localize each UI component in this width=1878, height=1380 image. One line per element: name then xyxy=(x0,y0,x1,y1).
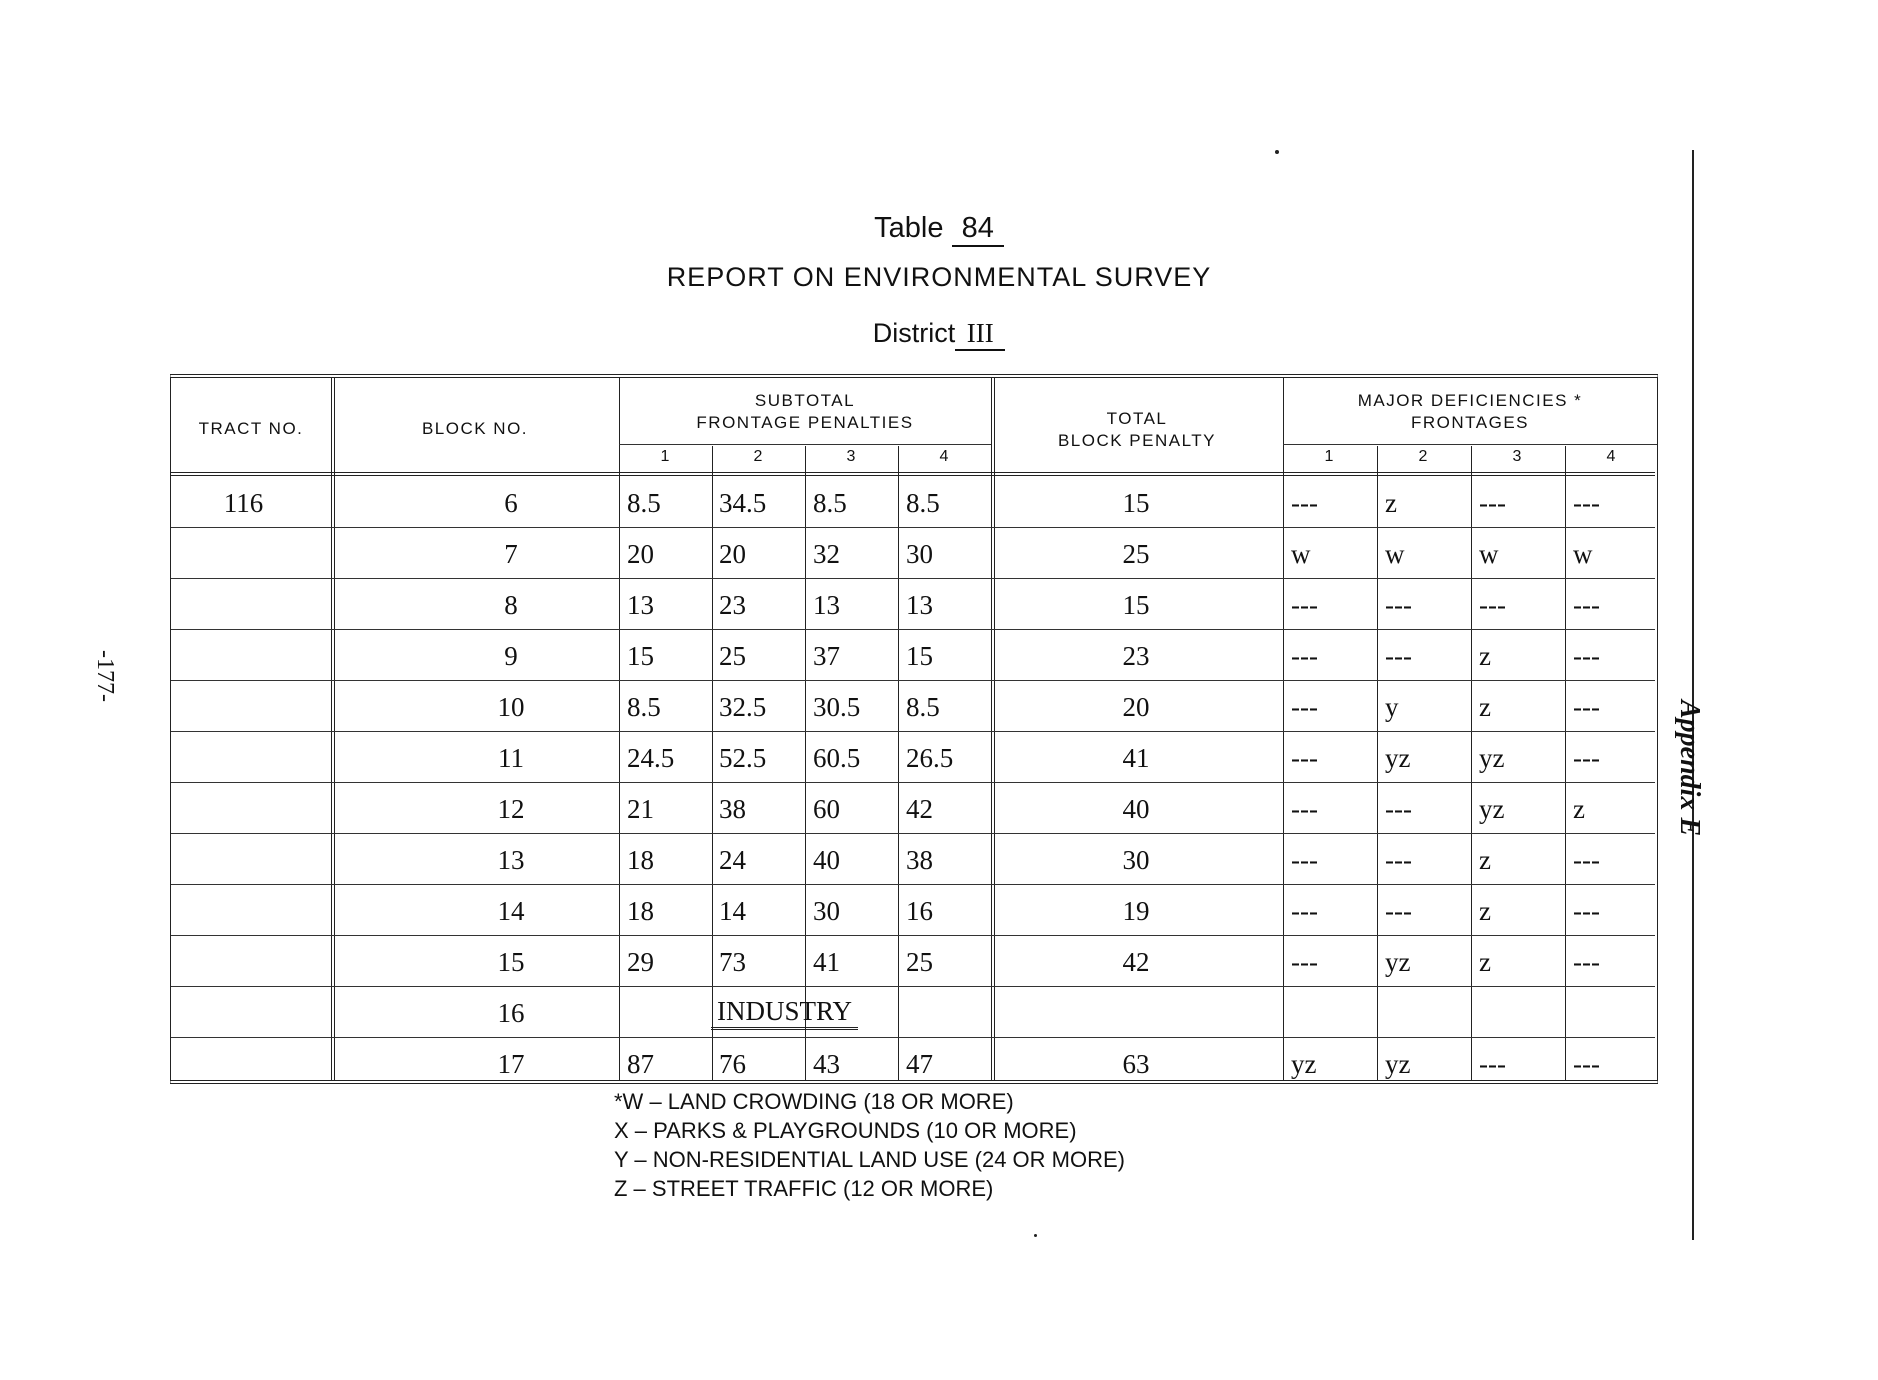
row-rule xyxy=(171,935,1655,936)
deficiency-cell: --- xyxy=(1573,1049,1600,1079)
block-cell: 10 xyxy=(497,692,525,722)
sub-col-number: 4 xyxy=(939,448,949,465)
deficiency-cell: --- xyxy=(1385,641,1412,671)
deficiency-cell: --- xyxy=(1385,794,1412,824)
row-rule xyxy=(171,1037,1655,1038)
deficiency-cell: --- xyxy=(1291,692,1318,722)
total-penalty-cell: 23 xyxy=(1122,641,1150,671)
frontage-penalty-cell: 8.5 xyxy=(906,488,940,518)
col-major-header xyxy=(1283,390,1657,434)
frontage-penalty-cell: 15 xyxy=(906,641,933,671)
appendix-label: Appendix E xyxy=(1674,700,1705,837)
frontage-penalty-cell: 15 xyxy=(627,641,654,671)
subtotal-line2: FRONTAGE PENALTIES xyxy=(696,413,914,432)
deficiency-cell: --- xyxy=(1291,845,1318,875)
deficiency-cell: --- xyxy=(1573,845,1600,875)
frontage-penalty-cell: 76 xyxy=(719,1049,746,1079)
frontage-penalty-cell: 8.5 xyxy=(627,692,661,722)
frontage-penalty-cell: 14 xyxy=(719,896,746,926)
deficiency-cell: w xyxy=(1291,539,1311,569)
deficiency-cell: w xyxy=(1385,539,1405,569)
total-penalty-cell: 19 xyxy=(1122,896,1150,926)
total-penalty-cell: 15 xyxy=(1122,488,1150,518)
frontage-penalty-cell: 37 xyxy=(813,641,840,671)
table-label: Table xyxy=(874,212,944,244)
frontage-penalty-cell: 32.5 xyxy=(719,692,767,722)
block-cell: 13 xyxy=(497,845,525,875)
industry-note: INDUSTRY xyxy=(711,996,858,1030)
frontage-penalty-cell: 87 xyxy=(627,1049,654,1079)
frontage-penalty-cell: 16 xyxy=(906,896,933,926)
frontage-penalty-cell: 30 xyxy=(906,539,933,569)
frontage-penalty-cell: 32 xyxy=(813,539,840,569)
row-rule xyxy=(171,833,1655,834)
frontage-penalty-cell: 29 xyxy=(627,947,654,977)
deficiency-cell: --- xyxy=(1573,896,1600,926)
survey-table xyxy=(170,374,1658,1084)
frontage-penalty-cell: 8.5 xyxy=(906,692,940,722)
deficiency-cell: --- xyxy=(1479,488,1506,518)
ink-speck xyxy=(1034,1234,1037,1237)
col-divider xyxy=(1565,446,1566,1080)
frontage-penalty-cell: 52.5 xyxy=(719,743,767,773)
col-subtotal-header xyxy=(619,390,991,434)
frontage-penalty-cell: 73 xyxy=(719,947,746,977)
row-rule xyxy=(171,782,1655,783)
deficiency-cell: y xyxy=(1385,692,1399,722)
frontage-penalty-cell: 24.5 xyxy=(627,743,675,773)
frontage-penalty-cell: 42 xyxy=(906,794,933,824)
row-rule xyxy=(171,986,1655,987)
deficiency-cell: yz xyxy=(1385,743,1411,773)
sub-col-number: 3 xyxy=(1512,448,1522,465)
row-rule xyxy=(171,680,1655,681)
frontage-penalty-cell: 13 xyxy=(813,590,840,620)
frontage-penalty-cell: 40 xyxy=(813,845,840,875)
frontage-penalty-cell: 60 xyxy=(813,794,840,824)
block-cell: 15 xyxy=(497,947,525,977)
row-rule xyxy=(171,884,1655,885)
deficiency-cell: z xyxy=(1479,896,1491,926)
col-divider xyxy=(331,378,335,1080)
row-rule xyxy=(171,527,1655,528)
frontage-penalty-cell: 38 xyxy=(719,794,746,824)
header-bottom-rule xyxy=(171,472,1655,476)
footnotes xyxy=(614,1087,1125,1203)
major-line1: MAJOR DEFICIENCIES * xyxy=(1357,391,1583,410)
district-number: III xyxy=(955,318,1005,351)
frontage-penalty-cell: 20 xyxy=(627,539,654,569)
col-divider xyxy=(898,446,899,1080)
deficiency-cell: --- xyxy=(1573,590,1600,620)
deficiency-cell: --- xyxy=(1385,845,1412,875)
deficiency-cell: z xyxy=(1479,845,1491,875)
frontage-penalty-cell: 43 xyxy=(813,1049,840,1079)
deficiency-cell: --- xyxy=(1573,947,1600,977)
deficiency-cell: --- xyxy=(1385,590,1412,620)
subtotal-line1: SUBTOTAL xyxy=(754,391,856,410)
deficiency-cell: --- xyxy=(1479,590,1506,620)
col-divider xyxy=(1471,446,1472,1080)
frontage-penalty-cell: 23 xyxy=(719,590,746,620)
total-penalty-cell: 42 xyxy=(1122,947,1150,977)
col-tract-header: TRACT NO. xyxy=(198,419,304,438)
header-rule xyxy=(619,444,991,445)
frontage-penalty-cell: 20 xyxy=(719,539,746,569)
frontage-penalty-cell: 24 xyxy=(719,845,746,875)
block-cell: 9 xyxy=(504,641,518,671)
header-rule xyxy=(1283,444,1657,445)
deficiency-cell: --- xyxy=(1385,896,1412,926)
table-title xyxy=(0,212,1878,247)
frontage-penalty-cell: 21 xyxy=(627,794,654,824)
total-penalty-cell: 30 xyxy=(1122,845,1150,875)
deficiency-cell: --- xyxy=(1291,590,1318,620)
frontage-penalty-cell: 8.5 xyxy=(627,488,661,518)
col-block-header: BLOCK NO. xyxy=(421,419,529,438)
total-penalty-cell: 41 xyxy=(1122,743,1150,773)
block-cell: 6 xyxy=(504,488,518,518)
frontage-penalty-cell: 13 xyxy=(906,590,933,620)
frontage-penalty-cell: 8.5 xyxy=(813,488,847,518)
deficiency-cell: --- xyxy=(1573,743,1600,773)
deficiency-cell: z xyxy=(1479,692,1491,722)
frontage-penalty-cell: 26.5 xyxy=(906,743,954,773)
deficiency-cell: --- xyxy=(1291,641,1318,671)
footnote-z: Z – STREET TRAFFIC (12 OR MORE) xyxy=(614,1176,994,1201)
deficiency-cell: z xyxy=(1573,794,1585,824)
frontage-penalty-cell: 18 xyxy=(627,896,654,926)
block-cell: 7 xyxy=(504,539,518,569)
col-divider xyxy=(805,446,806,1080)
frontage-penalty-cell: 25 xyxy=(906,947,933,977)
row-rule xyxy=(171,731,1655,732)
col-divider xyxy=(991,378,995,1080)
deficiency-cell: z xyxy=(1385,488,1397,518)
col-divider xyxy=(1377,446,1378,1080)
frontage-penalty-cell: 18 xyxy=(627,845,654,875)
sub-col-number: 1 xyxy=(660,448,670,465)
deficiency-cell: yz xyxy=(1479,743,1505,773)
deficiency-cell: yz xyxy=(1385,947,1411,977)
total-penalty-cell: 40 xyxy=(1122,794,1150,824)
row-rule xyxy=(171,629,1655,630)
frontage-penalty-cell: 30.5 xyxy=(813,692,861,722)
sub-col-number: 3 xyxy=(846,448,856,465)
block-cell: 16 xyxy=(497,998,525,1028)
block-cell: 12 xyxy=(497,794,525,824)
frontage-penalty-cell: 47 xyxy=(906,1049,933,1079)
deficiency-cell: --- xyxy=(1291,743,1318,773)
deficiency-cell: --- xyxy=(1291,794,1318,824)
deficiency-cell: --- xyxy=(1479,1049,1506,1079)
frontage-penalty-cell: 41 xyxy=(813,947,840,977)
deficiency-cell: --- xyxy=(1573,641,1600,671)
block-cell: 17 xyxy=(497,1049,525,1079)
deficiency-cell: w xyxy=(1479,539,1499,569)
sub-col-number: 2 xyxy=(1418,448,1428,465)
total-penalty-cell: 25 xyxy=(1122,539,1150,569)
tract-cell: 116 xyxy=(223,488,264,518)
total-line1: TOTAL xyxy=(1106,409,1168,428)
col-total-header xyxy=(991,408,1283,452)
footnote-x: X – PARKS & PLAYGROUNDS (10 OR MORE) xyxy=(614,1118,1077,1143)
deficiency-cell: z xyxy=(1479,641,1491,671)
deficiency-cell: --- xyxy=(1573,488,1600,518)
block-cell: 8 xyxy=(504,590,518,620)
deficiency-cell: z xyxy=(1479,947,1491,977)
deficiency-cell: yz xyxy=(1385,1049,1411,1079)
col-divider xyxy=(619,378,620,1080)
frontage-penalty-cell: 34.5 xyxy=(719,488,767,518)
frontage-penalty-cell: 13 xyxy=(627,590,654,620)
district-line xyxy=(0,318,1878,351)
page-number: -177- xyxy=(92,650,118,702)
sub-col-number: 4 xyxy=(1606,448,1616,465)
total-penalty-cell: 15 xyxy=(1122,590,1150,620)
frontage-penalty-cell: 25 xyxy=(719,641,746,671)
total-line2: BLOCK PENALTY xyxy=(1057,431,1217,450)
sub-col-number: 2 xyxy=(753,448,763,465)
total-penalty-cell: 63 xyxy=(1122,1049,1150,1079)
frontage-penalty-cell: 38 xyxy=(906,845,933,875)
footnote-y: Y – NON-RESIDENTIAL LAND USE (24 OR MORE) xyxy=(614,1147,1125,1172)
sub-col-number: 1 xyxy=(1324,448,1334,465)
block-cell: 11 xyxy=(498,743,524,773)
ink-speck xyxy=(1275,150,1279,154)
col-divider xyxy=(1283,378,1284,1080)
deficiency-cell: --- xyxy=(1291,896,1318,926)
col-divider xyxy=(712,446,713,1080)
footnote-w: *W – LAND CROWDING (18 OR MORE) xyxy=(614,1089,1014,1114)
total-penalty-cell: 20 xyxy=(1122,692,1150,722)
deficiency-cell: --- xyxy=(1291,488,1318,518)
frontage-penalty-cell: 60.5 xyxy=(813,743,861,773)
deficiency-cell: yz xyxy=(1479,794,1505,824)
deficiency-cell: --- xyxy=(1291,947,1318,977)
margin-rule xyxy=(1692,150,1694,1240)
district-label: District xyxy=(872,318,956,348)
major-line2: FRONTAGES xyxy=(1410,413,1530,432)
frontage-penalty-cell: 30 xyxy=(813,896,840,926)
report-title: REPORT ON ENVIRONMENTAL SURVEY xyxy=(666,262,1212,292)
deficiency-cell: w xyxy=(1573,539,1593,569)
row-rule xyxy=(171,578,1655,579)
deficiency-cell: --- xyxy=(1573,692,1600,722)
block-cell: 14 xyxy=(497,896,525,926)
deficiency-cell: yz xyxy=(1291,1049,1317,1079)
table-number: 84 xyxy=(952,212,1004,247)
